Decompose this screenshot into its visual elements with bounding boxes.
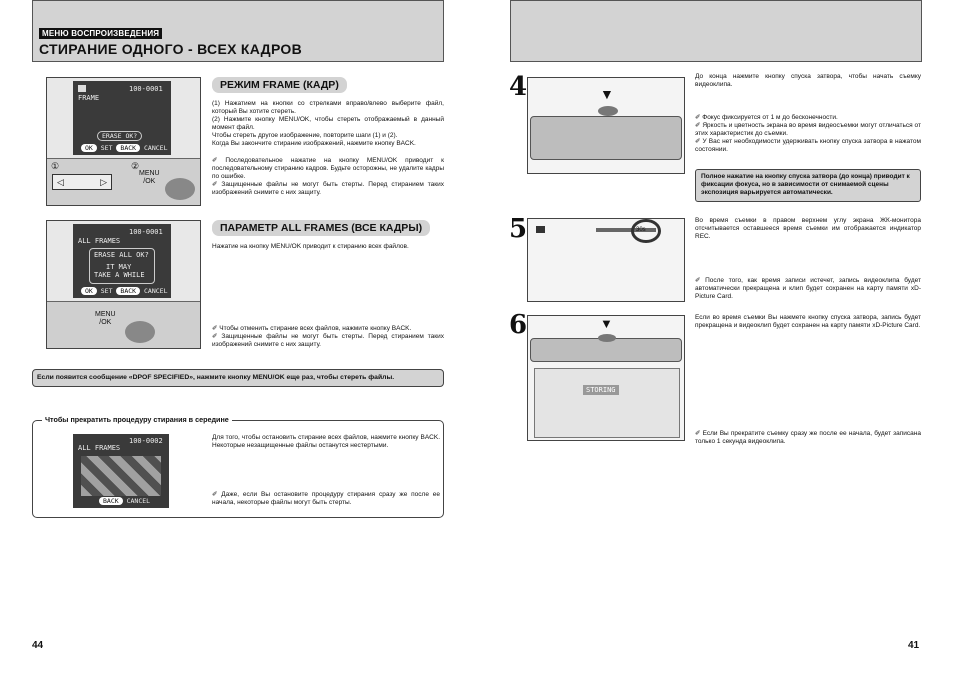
step-marker-1: ① [51,161,60,171]
lcd-counter: 100-0001 [129,228,163,236]
interrupt-title: Чтобы прекратить процедуру стирания в середине [42,415,232,424]
erasing-pattern [81,456,161,496]
interrupt-note: ✐ Даже, если Вы остановите процедуру стирания сразу же после ее начала, некоторые файлы могут быть стерты. [212,491,440,506]
all-frames-note-2: ✐ Защищенные файлы не могут быть стерты. Перед стиранием таких изображений снимите с них защиту. [212,333,444,348]
step-number-6: 6 [509,310,528,340]
set-label: SET [100,287,113,295]
frame-instructions [212,100,444,148]
shutter-button-icon [598,106,618,116]
lcd-wait-2: TAKE A WHILE [94,271,145,279]
frame-notes [212,157,444,197]
step-marker-2: ② [131,161,140,171]
all-frames-lcd [73,224,171,298]
step4-illustration [527,77,685,174]
frame-text-3: Чтобы стереть другое изображение, повторите шаги (1) и (2). [212,132,398,139]
right-header [510,0,922,62]
step4-note-3: ✐ У Вас нет необходимости удерживать кнопку спуска затвора в нажатом состоянии. [695,138,921,153]
step4-note-1: ✐ Фокус фиксируется от 1 м до бесконечности. [695,114,838,121]
frame-lcd [73,81,171,155]
back-key-label: BACK [116,144,140,152]
frame-thumb-icon [78,85,86,92]
cancel-label: CANCEL [144,287,168,295]
shutter-button-icon [598,334,616,342]
back-key-label: BACK [116,287,140,295]
ok-key-label: OK [81,144,97,152]
down-arrow-icon: ▼ [600,86,614,102]
frame-text-4: Когда Вы закончите стирание изображений, нажмите кнопку BACK. [212,140,416,147]
step4-notes [695,114,921,154]
step6-text: Если во время съемки Вы нажмете кнопку спуска затвора, запись будет прекращена и видеоклип будет сохранен на карту памяти xD-Picture Card. [695,314,921,329]
dpof-note: Если появится сообщение «DPOF SPECIFIED», нажмите кнопку MENU/OK еще раз, чтобы стереть файлы. [32,369,444,387]
down-arrow-icon: ▼ [600,316,613,331]
step4-text: До конца нажмите кнопку спуска затвора, чтобы начать съемку видеоклипа. [695,73,921,88]
set-label: SET [100,144,113,152]
interrupt-lcd [73,434,169,508]
all-frames-note-1: ✐ Чтобы отменить стирание всех файлов, нажмите кнопку BACK. [212,325,412,332]
cancel-label: CANCEL [126,497,151,505]
lcd-mode: ALL FRAMES [78,444,121,452]
step6-lcd [534,368,680,438]
step4-box: Полное нажатие на кнопку спуска затвора (до конца) приводит к фиксации фокуса, но в зависимости от снимаемой сцены экспозиция варьируется автоматически. [695,169,921,202]
menu-tag: МЕНЮ ВОСПРОИЗВЕДЕНИЯ [39,28,162,39]
lcd-dialog [89,248,155,284]
step-number-4: 4 [509,72,528,102]
movie-mode-icon [536,226,545,233]
step6-illustration [527,315,685,441]
left-arrow-icon: ◁ [57,177,64,187]
right-page [477,0,954,675]
frame-section-label: РЕЖИМ FRAME (КАДР) [212,77,347,93]
step5-text: Во время съемки в правом верхнем углу экрана ЖК-монитора отсчитывается оставшееся время съемки им отображается индикатор REC. [695,217,921,240]
step-number-5: 5 [509,214,528,244]
lcd-mode: ALL FRAMES [78,237,121,245]
menu-ok-label: MENU /OK [139,170,160,185]
frame-note-1: ✐ Последовательное нажатие на кнопку MENU/OK приводит к последовательному стиранию кадров. Будьте осторожны, не удалите кадры по ошибке. [212,157,444,180]
lcd-counter: 100-0001 [129,85,163,93]
finger-icon [165,178,195,200]
menu-ok-label: MENU /OK [95,311,116,326]
storing-label: STORING [583,385,619,395]
cancel-label: CANCEL [144,144,168,152]
frame-text-2: (2) Нажмите кнопку MENU/OK, чтобы стереть отображаемый в данный момент файл. [212,116,444,131]
lcd-prompt: ERASE OK? [97,131,142,141]
lcd-button-row [99,497,150,505]
left-header [32,0,444,62]
page-number: 44 [32,640,44,651]
all-frames-section-label: ПАРАМЕТР ALL FRAMES (ВСЕ КАДРЫ) [212,220,430,236]
all-frames-notes [212,325,444,349]
lcd-wait-1: IT MAY [106,263,132,271]
arrow-pad [52,174,112,190]
step4-note-2: ✐ Яркость и цветность экрана во время видеосъемки могут отличаться от этих характеристик до съемки. [695,122,921,137]
page-title: СТИРАНИЕ ОДНОГО - ВСЕХ КАДРОВ [39,41,303,57]
camera-body [47,301,201,349]
step5-illustration [527,218,685,302]
lcd-mode: FRAME [78,94,100,102]
right-arrow-icon: ▷ [100,177,107,187]
lcd-button-row [81,144,167,152]
lcd-button-row [81,287,167,295]
page-number: 41 [908,640,920,651]
step5-note: ✐ После того, как время записи истечет, запись видеоклипа будет автоматически прекращена и клип будет сохранен на карту памяти xD-Picture Card. [695,277,921,300]
frame-illustration [46,77,201,206]
rec-time: 30s [636,227,646,233]
ok-key-label: OK [81,287,97,295]
lcd-prompt: ERASE ALL OK? [94,251,149,259]
finger-icon [125,321,155,343]
all-frames-illustration [46,220,201,349]
step6-note: ✐ Если Вы прекратите съемку сразу же после ее начала, будет записана только 1 секунда видеоклипа. [695,430,921,445]
camera-top [530,116,682,160]
interrupt-text: Для того, чтобы остановить стирание всех файлов, нажмите кнопку BACK. Некоторые незащищенные файлы останутся нестертыми. [212,434,440,449]
frame-note-2: ✐ Защищенные файлы не могут быть стерты. Перед стиранием таких изображений снимите с них защиту. [212,181,444,196]
back-key-label: BACK [99,497,123,505]
lcd-counter: 100-0002 [129,437,163,445]
all-frames-text: Нажатие на кнопку MENU/OK приводит к стиранию всех файлов. [212,243,409,250]
frame-text-1: (1) Нажатием на кнопки со стрелками вправо/влево выберите файл, который Вы хотите стереть. [212,100,444,115]
